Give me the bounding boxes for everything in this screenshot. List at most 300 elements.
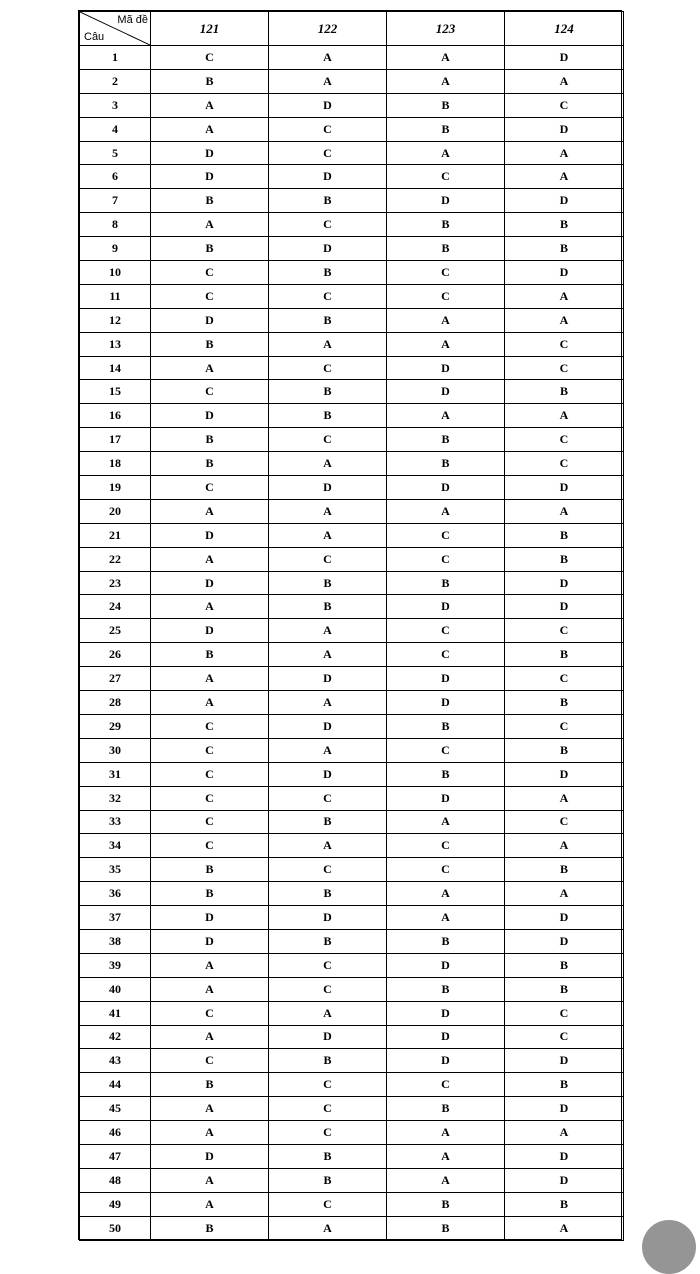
answer-cell: D bbox=[387, 1001, 505, 1025]
answer-cell: C bbox=[269, 1073, 387, 1097]
exam-code-header: 124 bbox=[505, 12, 624, 46]
answer-cell: B bbox=[151, 1073, 269, 1097]
table-row bbox=[80, 1216, 624, 1240]
answer-cell: C bbox=[269, 977, 387, 1001]
answer-cell: D bbox=[387, 356, 505, 380]
table-row bbox=[80, 691, 624, 715]
question-number-cell: 49 bbox=[80, 1192, 151, 1216]
question-number-cell: 5 bbox=[80, 141, 151, 165]
answer-cell: C bbox=[151, 738, 269, 762]
answer-cell: A bbox=[269, 523, 387, 547]
answer-cell: D bbox=[505, 46, 624, 70]
answer-cell: A bbox=[387, 69, 505, 93]
table-row bbox=[80, 834, 624, 858]
answer-cell: B bbox=[269, 189, 387, 213]
answer-cell: B bbox=[151, 452, 269, 476]
answer-cell: D bbox=[505, 571, 624, 595]
answer-cell: B bbox=[151, 882, 269, 906]
answer-cell: A bbox=[505, 882, 624, 906]
answer-cell: A bbox=[269, 332, 387, 356]
answer-cell: C bbox=[387, 523, 505, 547]
answer-cell: A bbox=[151, 1192, 269, 1216]
answer-cell: A bbox=[505, 284, 624, 308]
answer-cell: C bbox=[387, 619, 505, 643]
answer-cell: C bbox=[269, 953, 387, 977]
answer-cell: B bbox=[505, 738, 624, 762]
answer-cell: D bbox=[387, 667, 505, 691]
question-number-cell: 37 bbox=[80, 906, 151, 930]
exam-code-header: 122 bbox=[269, 12, 387, 46]
answer-cell: C bbox=[505, 452, 624, 476]
answer-cell: A bbox=[505, 141, 624, 165]
answer-cell: C bbox=[151, 786, 269, 810]
answer-cell: B bbox=[151, 237, 269, 261]
answer-cell: C bbox=[269, 117, 387, 141]
answer-cell: C bbox=[505, 1001, 624, 1025]
answer-cell: A bbox=[387, 1144, 505, 1168]
question-number-cell: 1 bbox=[80, 46, 151, 70]
answer-cell: A bbox=[387, 46, 505, 70]
question-number-cell: 38 bbox=[80, 929, 151, 953]
answer-cell: A bbox=[151, 977, 269, 1001]
answer-cell: A bbox=[387, 332, 505, 356]
answer-cell: D bbox=[505, 762, 624, 786]
table-row bbox=[80, 93, 624, 117]
answer-cell: C bbox=[151, 714, 269, 738]
table-row bbox=[80, 1168, 624, 1192]
answer-cell: C bbox=[505, 810, 624, 834]
table-row bbox=[80, 523, 624, 547]
answer-cell: D bbox=[387, 953, 505, 977]
table-row bbox=[80, 69, 624, 93]
answer-cell: A bbox=[269, 619, 387, 643]
table-row bbox=[80, 929, 624, 953]
answer-cell: A bbox=[505, 834, 624, 858]
answer-cell: D bbox=[269, 93, 387, 117]
answer-cell: A bbox=[151, 953, 269, 977]
table-row bbox=[80, 1144, 624, 1168]
answer-cell: C bbox=[387, 1073, 505, 1097]
answer-cell: D bbox=[387, 1049, 505, 1073]
answer-cell: B bbox=[269, 810, 387, 834]
question-number-cell: 30 bbox=[80, 738, 151, 762]
answer-cell: C bbox=[387, 284, 505, 308]
answer-cell: A bbox=[505, 786, 624, 810]
answer-cell: C bbox=[269, 356, 387, 380]
table-row bbox=[80, 499, 624, 523]
answer-cell: D bbox=[151, 165, 269, 189]
answer-cell: B bbox=[387, 93, 505, 117]
table-row bbox=[80, 141, 624, 165]
exam-code-header: 121 bbox=[151, 12, 269, 46]
answer-cell: D bbox=[505, 117, 624, 141]
answer-cell: A bbox=[269, 691, 387, 715]
table-row bbox=[80, 595, 624, 619]
answer-cell: D bbox=[505, 1168, 624, 1192]
header-row bbox=[80, 12, 624, 46]
answer-cell: A bbox=[387, 141, 505, 165]
question-number-cell: 26 bbox=[80, 643, 151, 667]
answer-cell: C bbox=[505, 714, 624, 738]
table-row bbox=[80, 308, 624, 332]
table-row bbox=[80, 1192, 624, 1216]
question-number-cell: 15 bbox=[80, 380, 151, 404]
answer-cell: D bbox=[387, 1025, 505, 1049]
table-row bbox=[80, 284, 624, 308]
answer-cell: A bbox=[269, 69, 387, 93]
table-row bbox=[80, 1097, 624, 1121]
answer-cell: A bbox=[151, 667, 269, 691]
answer-cell: D bbox=[505, 1049, 624, 1073]
answer-cell: C bbox=[151, 1049, 269, 1073]
answer-cell: B bbox=[269, 1168, 387, 1192]
answer-cell: C bbox=[151, 762, 269, 786]
question-number-cell: 14 bbox=[80, 356, 151, 380]
answer-cell: C bbox=[505, 428, 624, 452]
answer-cell: A bbox=[269, 46, 387, 70]
answer-cell: B bbox=[269, 929, 387, 953]
answer-cell: B bbox=[505, 858, 624, 882]
question-number-cell: 36 bbox=[80, 882, 151, 906]
answer-cell: C bbox=[269, 1097, 387, 1121]
answer-cell: C bbox=[269, 1192, 387, 1216]
answer-cell: D bbox=[269, 762, 387, 786]
answer-cell: C bbox=[269, 284, 387, 308]
table-row bbox=[80, 356, 624, 380]
table-row bbox=[80, 380, 624, 404]
answer-cell: A bbox=[505, 499, 624, 523]
question-number-cell: 29 bbox=[80, 714, 151, 738]
answer-cell: B bbox=[269, 404, 387, 428]
answer-cell: A bbox=[151, 1168, 269, 1192]
table-row bbox=[80, 261, 624, 285]
corner-header-cell bbox=[80, 12, 151, 46]
answer-cell: A bbox=[505, 1216, 624, 1240]
question-number-cell: 3 bbox=[80, 93, 151, 117]
question-number-cell: 6 bbox=[80, 165, 151, 189]
question-number-cell: 13 bbox=[80, 332, 151, 356]
answer-cell: B bbox=[269, 571, 387, 595]
answer-cell: D bbox=[387, 786, 505, 810]
question-number-cell: 35 bbox=[80, 858, 151, 882]
answer-cell: A bbox=[387, 1168, 505, 1192]
table-row bbox=[80, 906, 624, 930]
answer-cell: A bbox=[269, 834, 387, 858]
answer-cell: B bbox=[387, 929, 505, 953]
table-row bbox=[80, 953, 624, 977]
answer-cell: D bbox=[505, 476, 624, 500]
answer-cell: B bbox=[387, 117, 505, 141]
answer-cell: B bbox=[505, 953, 624, 977]
question-number-cell: 12 bbox=[80, 308, 151, 332]
answer-table-body bbox=[80, 46, 624, 1241]
answer-cell: A bbox=[151, 117, 269, 141]
answer-cell: C bbox=[387, 165, 505, 189]
answer-cell: C bbox=[151, 810, 269, 834]
answer-cell: B bbox=[387, 428, 505, 452]
table-row bbox=[80, 1001, 624, 1025]
answer-cell: C bbox=[269, 858, 387, 882]
answer-cell: B bbox=[505, 547, 624, 571]
answer-cell: C bbox=[505, 356, 624, 380]
answer-cell: C bbox=[269, 786, 387, 810]
answer-cell: D bbox=[505, 595, 624, 619]
answer-cell: D bbox=[269, 165, 387, 189]
question-number-cell: 28 bbox=[80, 691, 151, 715]
table-row bbox=[80, 643, 624, 667]
question-number-cell: 23 bbox=[80, 571, 151, 595]
answer-cell: C bbox=[387, 547, 505, 571]
answer-cell: A bbox=[387, 810, 505, 834]
answer-cell: D bbox=[505, 261, 624, 285]
question-number-cell: 2 bbox=[80, 69, 151, 93]
answer-cell: D bbox=[151, 571, 269, 595]
answer-cell: C bbox=[505, 332, 624, 356]
answer-cell: B bbox=[387, 977, 505, 1001]
table-row bbox=[80, 189, 624, 213]
answer-cell: C bbox=[387, 858, 505, 882]
answer-cell: D bbox=[151, 308, 269, 332]
answer-cell: A bbox=[151, 93, 269, 117]
answer-cell: B bbox=[151, 428, 269, 452]
table-row bbox=[80, 165, 624, 189]
answer-cell: C bbox=[505, 93, 624, 117]
exam-code-header: 123 bbox=[387, 12, 505, 46]
answer-cell: B bbox=[151, 858, 269, 882]
answer-cell: B bbox=[505, 380, 624, 404]
answer-cell: C bbox=[505, 667, 624, 691]
question-number-cell: 45 bbox=[80, 1097, 151, 1121]
answer-cell: A bbox=[505, 69, 624, 93]
question-number-cell: 48 bbox=[80, 1168, 151, 1192]
table-row bbox=[80, 237, 624, 261]
answer-cell: B bbox=[505, 643, 624, 667]
table-row bbox=[80, 1121, 624, 1145]
answer-cell: B bbox=[387, 1216, 505, 1240]
answer-cell: D bbox=[151, 1144, 269, 1168]
question-number-cell: 19 bbox=[80, 476, 151, 500]
question-number-cell: 25 bbox=[80, 619, 151, 643]
answer-cell: A bbox=[269, 452, 387, 476]
table-row bbox=[80, 1073, 624, 1097]
question-number-cell: 27 bbox=[80, 667, 151, 691]
scroll-to-top-button[interactable] bbox=[642, 1220, 696, 1274]
answer-cell: A bbox=[151, 595, 269, 619]
answer-cell: C bbox=[151, 261, 269, 285]
answer-cell: D bbox=[151, 523, 269, 547]
table-row bbox=[80, 1049, 624, 1073]
answer-cell: A bbox=[269, 738, 387, 762]
question-number-cell: 17 bbox=[80, 428, 151, 452]
question-number-cell: 44 bbox=[80, 1073, 151, 1097]
table-row bbox=[80, 404, 624, 428]
question-number-cell: 22 bbox=[80, 547, 151, 571]
question-number-cell: 41 bbox=[80, 1001, 151, 1025]
answer-cell: D bbox=[269, 667, 387, 691]
answer-cell: C bbox=[387, 261, 505, 285]
answer-cell: B bbox=[151, 69, 269, 93]
question-number-cell: 20 bbox=[80, 499, 151, 523]
answer-cell: D bbox=[505, 929, 624, 953]
answer-cell: A bbox=[505, 1121, 624, 1145]
answer-cell: B bbox=[387, 1192, 505, 1216]
answer-cell: A bbox=[151, 691, 269, 715]
question-number-cell: 31 bbox=[80, 762, 151, 786]
question-number-cell: 32 bbox=[80, 786, 151, 810]
question-number-cell: 24 bbox=[80, 595, 151, 619]
answer-cell: D bbox=[269, 714, 387, 738]
answer-cell: B bbox=[269, 261, 387, 285]
table-row bbox=[80, 547, 624, 571]
answer-cell: C bbox=[151, 284, 269, 308]
question-number-cell: 46 bbox=[80, 1121, 151, 1145]
answer-cell: B bbox=[269, 1144, 387, 1168]
exam-code-label: Mã đề bbox=[117, 14, 148, 26]
table-row bbox=[80, 714, 624, 738]
table-row bbox=[80, 738, 624, 762]
answer-cell: A bbox=[387, 308, 505, 332]
answer-cell: A bbox=[151, 547, 269, 571]
table-row bbox=[80, 810, 624, 834]
table-row bbox=[80, 571, 624, 595]
answer-cell: D bbox=[505, 906, 624, 930]
table-row bbox=[80, 332, 624, 356]
answer-cell: A bbox=[151, 1097, 269, 1121]
question-number-cell: 4 bbox=[80, 117, 151, 141]
answer-cell: A bbox=[505, 308, 624, 332]
table-row bbox=[80, 117, 624, 141]
answer-cell: A bbox=[151, 1121, 269, 1145]
question-number-cell: 21 bbox=[80, 523, 151, 547]
answer-cell: B bbox=[387, 571, 505, 595]
answer-cell: A bbox=[269, 643, 387, 667]
answer-key-table-container bbox=[78, 10, 622, 1240]
answer-cell: B bbox=[151, 189, 269, 213]
table-row bbox=[80, 977, 624, 1001]
answer-cell: B bbox=[505, 691, 624, 715]
answer-cell: B bbox=[269, 308, 387, 332]
answer-cell: D bbox=[151, 619, 269, 643]
table-row bbox=[80, 762, 624, 786]
answer-cell: A bbox=[387, 1121, 505, 1145]
answer-cell: D bbox=[151, 906, 269, 930]
answer-cell: D bbox=[505, 1097, 624, 1121]
question-number-cell: 42 bbox=[80, 1025, 151, 1049]
answer-cell: A bbox=[269, 1216, 387, 1240]
question-number-cell: 34 bbox=[80, 834, 151, 858]
answer-cell: B bbox=[387, 1097, 505, 1121]
answer-cell: B bbox=[387, 714, 505, 738]
answer-cell: B bbox=[151, 1216, 269, 1240]
answer-cell: A bbox=[151, 356, 269, 380]
answer-cell: B bbox=[387, 237, 505, 261]
answer-cell: D bbox=[269, 476, 387, 500]
answer-cell: B bbox=[151, 643, 269, 667]
answer-cell: D bbox=[387, 380, 505, 404]
question-number-cell: 40 bbox=[80, 977, 151, 1001]
answer-cell: B bbox=[387, 213, 505, 237]
table-row bbox=[80, 476, 624, 500]
answer-cell: D bbox=[269, 1025, 387, 1049]
answer-cell: A bbox=[151, 499, 269, 523]
table-row bbox=[80, 46, 624, 70]
answer-cell: C bbox=[269, 428, 387, 452]
answer-cell: D bbox=[505, 1144, 624, 1168]
table-row bbox=[80, 1025, 624, 1049]
question-number-cell: 33 bbox=[80, 810, 151, 834]
answer-cell: B bbox=[505, 977, 624, 1001]
answer-cell: C bbox=[269, 141, 387, 165]
answer-cell: D bbox=[387, 189, 505, 213]
answer-cell: C bbox=[387, 643, 505, 667]
answer-cell: C bbox=[387, 834, 505, 858]
question-number-cell: 9 bbox=[80, 237, 151, 261]
question-label: Câu bbox=[84, 31, 105, 43]
answer-cell: C bbox=[269, 547, 387, 571]
answer-cell: C bbox=[505, 1025, 624, 1049]
question-number-cell: 43 bbox=[80, 1049, 151, 1073]
answer-cell: D bbox=[151, 404, 269, 428]
answer-cell: A bbox=[505, 404, 624, 428]
table-row bbox=[80, 213, 624, 237]
table-row bbox=[80, 786, 624, 810]
answer-cell: A bbox=[387, 882, 505, 906]
answer-cell: B bbox=[269, 1049, 387, 1073]
answer-cell: D bbox=[387, 476, 505, 500]
answer-cell: D bbox=[151, 141, 269, 165]
table-row bbox=[80, 452, 624, 476]
answer-cell: C bbox=[151, 1001, 269, 1025]
question-number-cell: 18 bbox=[80, 452, 151, 476]
table-row bbox=[80, 619, 624, 643]
answer-cell: A bbox=[387, 906, 505, 930]
answer-cell: D bbox=[387, 691, 505, 715]
answer-cell: B bbox=[505, 237, 624, 261]
question-number-cell: 11 bbox=[80, 284, 151, 308]
answer-cell: B bbox=[387, 452, 505, 476]
answer-cell: C bbox=[505, 619, 624, 643]
answer-cell: B bbox=[269, 882, 387, 906]
answer-cell: B bbox=[387, 762, 505, 786]
answer-cell: C bbox=[269, 1121, 387, 1145]
answer-cell: A bbox=[151, 1025, 269, 1049]
answer-cell: C bbox=[387, 738, 505, 762]
question-number-cell: 10 bbox=[80, 261, 151, 285]
answer-cell: D bbox=[269, 237, 387, 261]
answer-cell: A bbox=[387, 499, 505, 523]
answer-cell: D bbox=[505, 189, 624, 213]
answer-cell: A bbox=[269, 499, 387, 523]
answer-cell: C bbox=[151, 46, 269, 70]
question-number-cell: 39 bbox=[80, 953, 151, 977]
question-number-cell: 50 bbox=[80, 1216, 151, 1240]
question-number-cell: 47 bbox=[80, 1144, 151, 1168]
answer-cell: A bbox=[269, 1001, 387, 1025]
answer-cell: B bbox=[505, 213, 624, 237]
question-number-cell: 7 bbox=[80, 189, 151, 213]
answer-cell: A bbox=[151, 213, 269, 237]
table-row bbox=[80, 667, 624, 691]
answer-cell: B bbox=[505, 1073, 624, 1097]
answer-cell: D bbox=[387, 595, 505, 619]
question-number-cell: 16 bbox=[80, 404, 151, 428]
answer-cell: C bbox=[151, 380, 269, 404]
question-number-cell: 8 bbox=[80, 213, 151, 237]
answer-cell: D bbox=[269, 906, 387, 930]
table-row bbox=[80, 428, 624, 452]
table-row bbox=[80, 858, 624, 882]
answer-cell: B bbox=[505, 523, 624, 547]
